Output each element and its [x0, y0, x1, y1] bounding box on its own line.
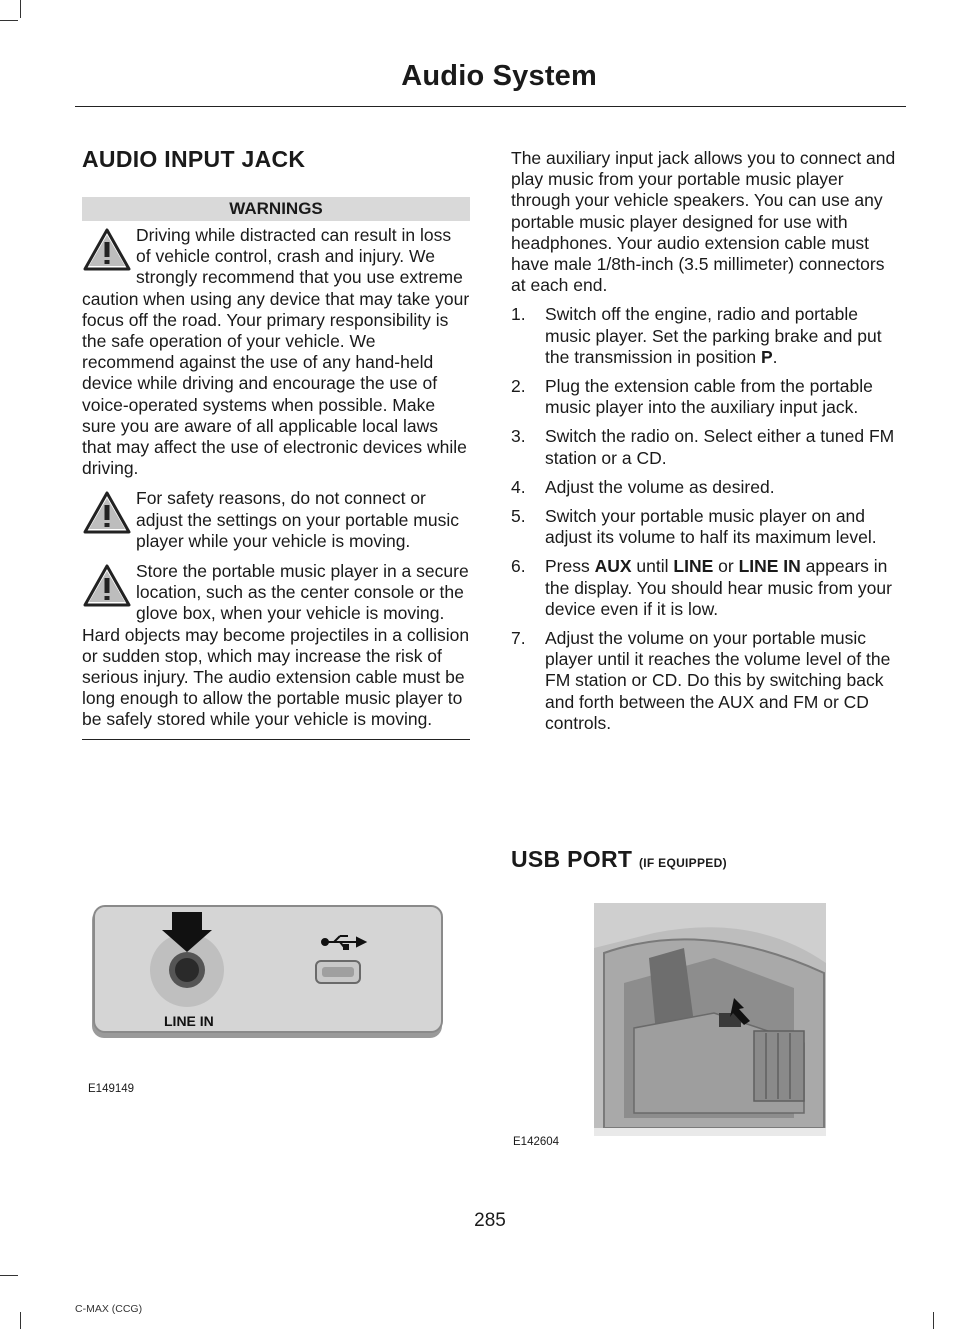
warning-triangle-icon: [82, 490, 132, 536]
list-item: 5. Switch your portable music player on and adjust its volume to half its maximum level.: [511, 506, 877, 548]
intro-paragraph: The auxiliary input jack allows you to connect and play music from your portable music player through your vehicle speakers. You can use any portable music player designed for use with headphones. Your audio extension cable must have male 1/8th-inch (3.5 millimeter) connectors at each end.: [511, 148, 896, 296]
list-item: 2. Plug the extension cable from the portable music player into the auxiliary input jack.: [511, 376, 873, 418]
page-header-title: Audio System: [401, 60, 597, 92]
line-in-jack-illustration: [82, 900, 450, 1050]
header-divider: [75, 106, 906, 107]
left-column: [82, 146, 470, 740]
crop-mark: [933, 1312, 934, 1329]
list-item: 4. Adjust the volume as desired.: [511, 476, 775, 497]
figure-code: E142604: [513, 1136, 560, 1148]
crop-mark: [0, 1275, 18, 1276]
warnings-end-divider: [82, 739, 470, 740]
warning-item: [82, 225, 470, 479]
crop-mark: [20, 0, 21, 18]
line-in-label: LINE IN: [164, 1013, 214, 1029]
crop-mark: [0, 20, 18, 21]
page-number: 285: [474, 1210, 506, 1231]
section-heading-audio-input-jack: AUDIO INPUT JACK: [82, 146, 306, 172]
right-column: [511, 146, 903, 742]
section-heading-usb-port: USB PORT (IF EQUIPPED): [511, 846, 727, 872]
warning-triangle-icon: [82, 563, 132, 609]
warning-triangle-icon: [82, 227, 132, 273]
usb-equipped-note: (IF EQUIPPED): [638, 856, 727, 870]
list-item: 7. Adjust the volume on your portable music player until it reaches the volume level of the FM station or CD. Do this by switching back and forth between the AUX and FM or CD controls.: [511, 628, 891, 733]
list-item: 6. Press AUX until LINE or LINE IN appears in the display. You should hear music from your device even if it is low.: [511, 556, 892, 619]
usb-port-console-illustration: [594, 903, 826, 1136]
warnings-bar: WARNINGS: [82, 197, 470, 221]
steps-list: [511, 304, 903, 734]
warning-text: Driving while distracted can result in loss of vehicle control, crash and injury. We strongly recommend that you use extreme caution when using any device that may take your focus off the road. Your primary responsibility is the safe operation of your vehicle. We recommend against the use of any hand-held device while driving and encourage the use of voice-operated systems when possible. Make sure you are aware of all applicable local laws that may affect the use of electronic devices while driving.: [82, 225, 470, 479]
warning-item: [82, 488, 470, 552]
warning-item: [82, 561, 470, 731]
list-item: 1. Switch off the engine, radio and portable music player. Set the parking brake and put the transmission in position P.: [511, 304, 882, 367]
crop-mark: [20, 1312, 21, 1329]
figure-code: E149149: [88, 1083, 135, 1095]
warning-text: For safety reasons, do not connect or adjust the settings on your portable music player while your vehicle is moving.: [136, 488, 459, 551]
footer-model-code: C-MAX (CCG): [75, 1303, 143, 1315]
warning-text: Store the portable music player in a secure location, such as the center console or the glove box, when your vehicle is moving. Hard objects may become projectiles in a collision or sudden stop, which may increase the risk of serious injury. The audio extension cable must be long enough to allow the portable music player to be safely stored while your vehicle is moving.: [82, 561, 470, 730]
list-item: 3. Switch the radio on. Select either a tuned FM station or a CD.: [511, 426, 895, 468]
